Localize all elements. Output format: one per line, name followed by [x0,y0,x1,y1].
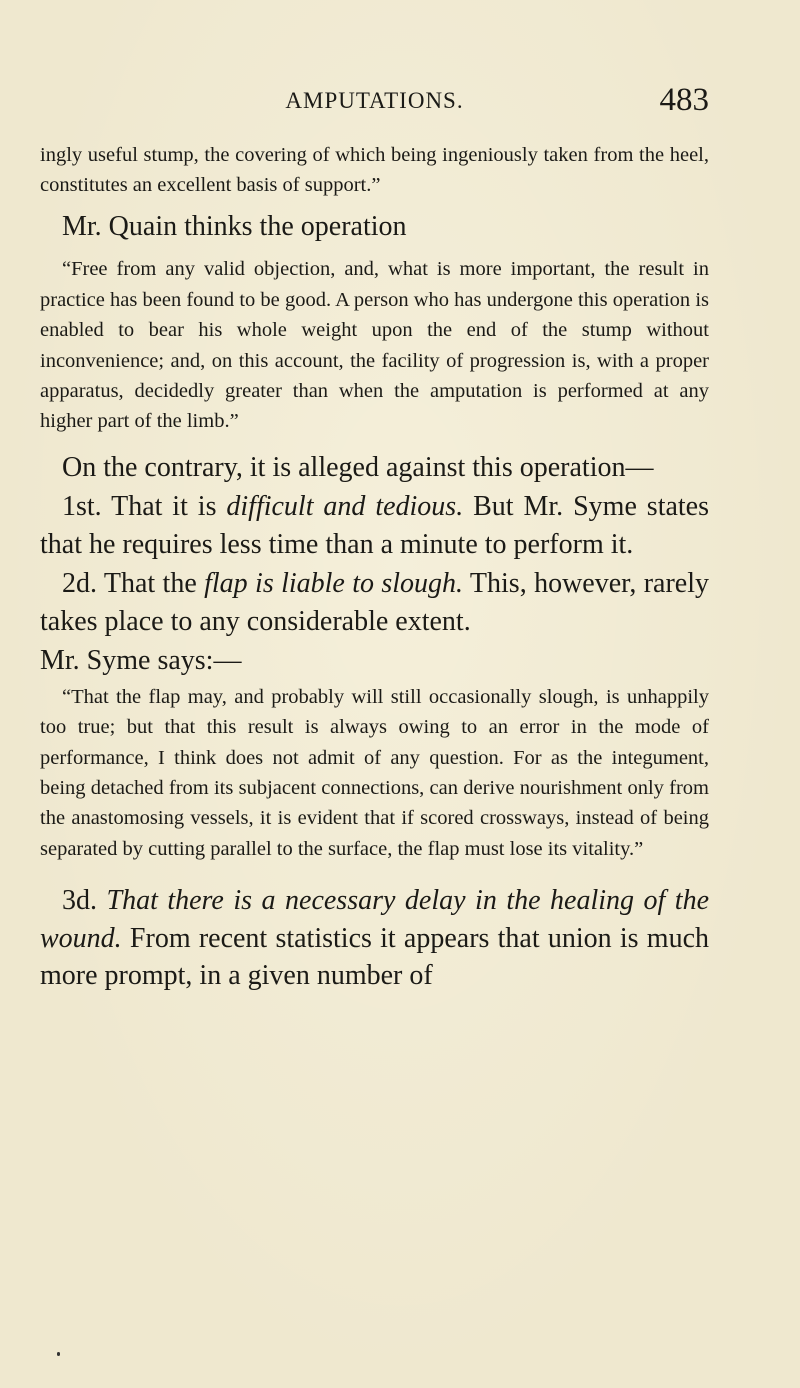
quote-quain: “Free from any valid objection, and, what is more important, the result in practice has been found to be good. A person who has undergone this operation is enabled to bear his whole weight upon the end of the stump without inconvenience; and, on this account, the facility of progression is, with a proper apparatus, decidedly greater than when the amputation is performed at any higher part of the limb.” [40,258,709,433]
objection-first-italic: difficult and tedious. [226,491,464,523]
page-number: 483 [659,82,709,118]
quote-syme: “That the flap may, and probably will still occasionally slough, is unhappily too true; but that this result is always owing to an error in the mode of performance, I think does not admit of any question. For as the integument, being detached from its subjacent connections, can derive nourishment only from the anastomosing vessels, it is evident that if scored crossways, instead of being separated by cutting parallel to the surface, the flap must lose its vitality.” [40,685,709,860]
objection-third-lead: 3d. [62,885,107,917]
body-text [40,140,709,995]
objection-second-italic: flap is liable to slough. [204,568,464,600]
ink-speck [57,1352,60,1356]
paragraph-syme-says: Mr. Syme says:— [40,645,242,677]
page-header [40,82,709,122]
paragraph-continuation: ingly useful stump, the covering of which being ingeniously taken from the heel, constitutes an excellent basis of support.” [40,144,709,197]
running-head: AMPUTATIONS. [285,88,464,113]
objection-second-lead: 2d. That the [62,568,205,600]
objection-first-rest: But Mr. Syme states that he requires less time than a minute to perform it. [40,491,709,560]
objection-first-lead: 1st. That it is [62,491,227,523]
objection-third [40,882,709,995]
objection-second [40,565,709,640]
paragraph-quain-intro: Mr. Quain thinks the operation [62,210,407,242]
paragraph-objections-intro: On the contrary, it is alleged against this operation— [62,451,654,483]
objection-third-rest: From recent statistics it appears that union is much more prompt, in a given number of [40,922,709,992]
objection-third-italic: That there is a necessary delay in the healing of the wound. [40,885,709,954]
objection-first [40,488,709,563]
objection-second-rest: This, however, rarely takes place to any considerable extent. [40,568,709,637]
